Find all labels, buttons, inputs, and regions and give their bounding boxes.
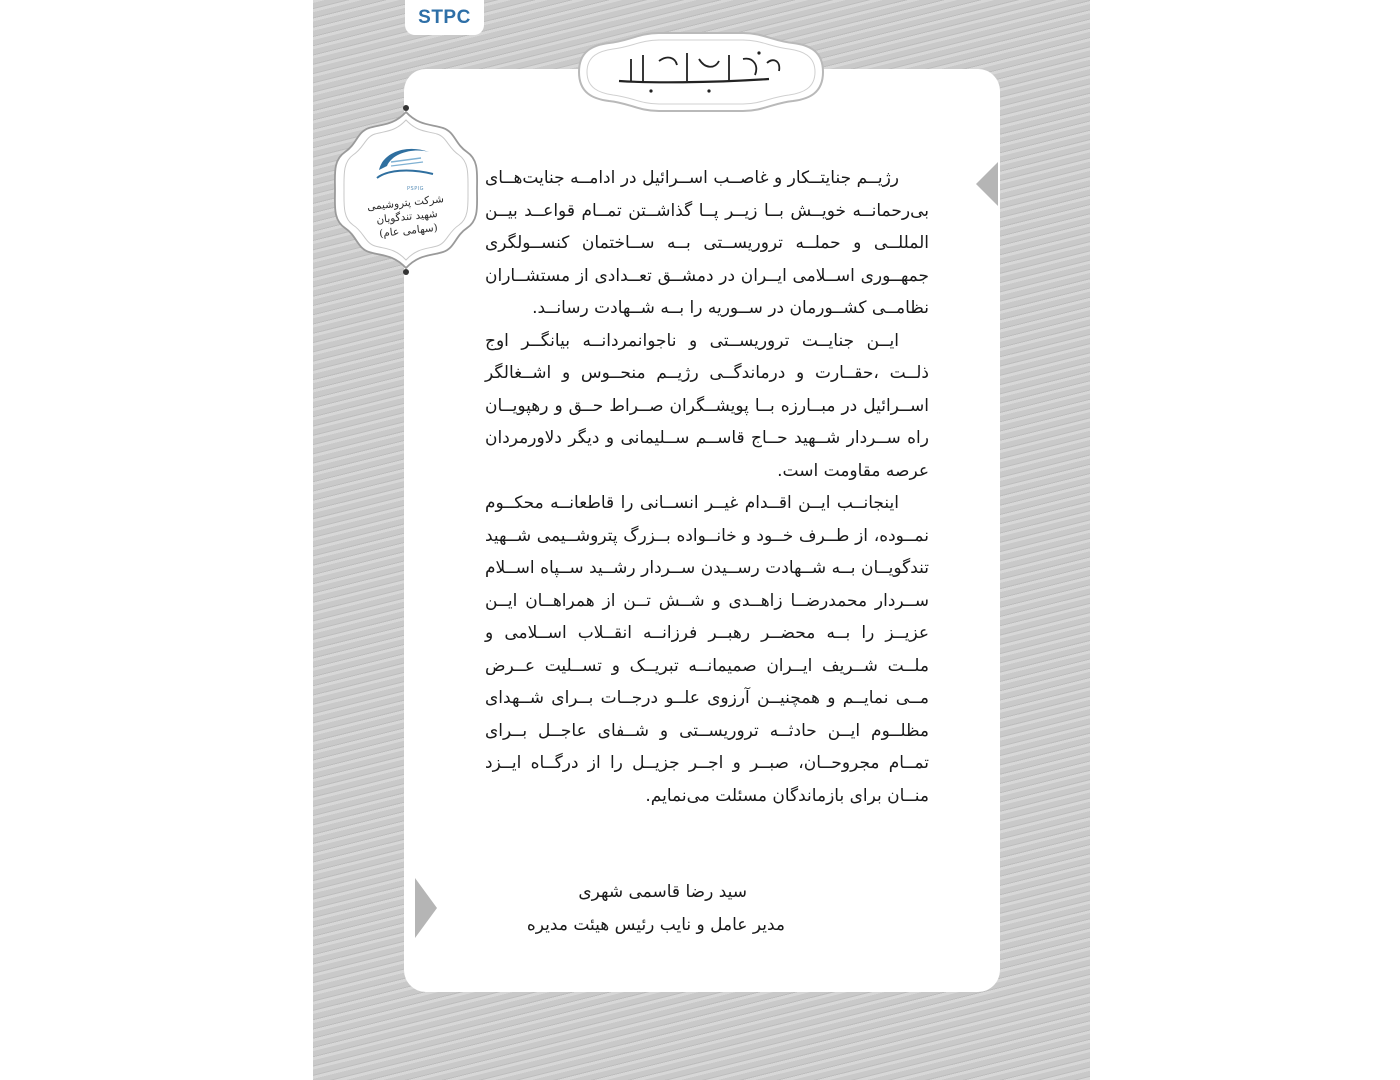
paragraph-1: رژیــم جنایتــکار و غاصــب اســرائیل در ادامــه جنایت‌هــای بی‌رحمانــه خویــش بــا زیــر پــا گذاشــتن تمــام قواعــد بیــن المللــی و حملــه تروریســتی بــه ســاختمان کنســولگری جمهــوری اســلامی ایــران در دمشــق تعــدادی از مستشــاران نظامــی کشــورمان در ســوریه را بــه شــهادت رسانــد. — [485, 168, 929, 318]
logo-company-name: شرکت پتروشیمی شهید تندگویان (سهامی عام) — [366, 193, 445, 240]
paragraph-3: اینجانــب ایــن اقــدام غیــر انســانی را قاطعانــه محکــوم نمــوده، از طــرف خــود و خانــواده بــزرگ پتروشــیمی شــهید تندگویــان بــه شــهادت رســیدن ســردار رشــید ســپاه اســلام ســردار محمدرضــا زاهــدی و شــش تــن از همراهــان ایــن عزیــز را بــه محضــر رهبــر فرزانــه انقــلاب اســلامی و ملــت شــریف ایــران صمیمانــه تبریــک و تســلیت عــرض مــی نمایــم و همچنیــن آرزوی علــو درجــات بــرای شــهدای مظلــوم ایــن حادثــه تروریســتی و شــفای عاجــل بــرای تمــام مجروحــان، صبــر و اجــر جزیــل را از درگــاه ایــزد منــان برای بازماندگان مسئلت می‌نمایم. — [485, 493, 929, 806]
basmala-frame-icon — [559, 29, 843, 115]
signatory-name: سید رضا قاسمی شهری — [578, 882, 747, 902]
brand-tab: STPC — [405, 0, 484, 35]
basmala-cartouche — [559, 29, 843, 115]
letter-poster — [313, 0, 1090, 1080]
company-logo-icon — [331, 104, 481, 276]
signatory-title: مدیر عامل و نایب رئیس هیئت مدیره — [526, 915, 785, 935]
company-logo — [331, 104, 481, 276]
paragraph-2: ایــن جنایــت تروریســتی و ناجوانمردانــه بیانگــر اوج ذلــت ،حقــارت و درماندگــی رژیــم منحــوس و اشــغالگر اســرائیل در مبــارزه بــا پویشــگران صــراط حــق و رهپویــان راه ســردار شــهید حــاج قاســم ســلیمانی و دیگر دلاورمردان عرصه مقاومت است. — [485, 330, 929, 481]
right-side-notch-icon — [968, 155, 1000, 213]
signature-block — [473, 876, 785, 942]
left-side-notch-icon — [413, 868, 445, 948]
logo-latin: PSPIG — [407, 186, 425, 192]
letter-body — [485, 162, 929, 812]
